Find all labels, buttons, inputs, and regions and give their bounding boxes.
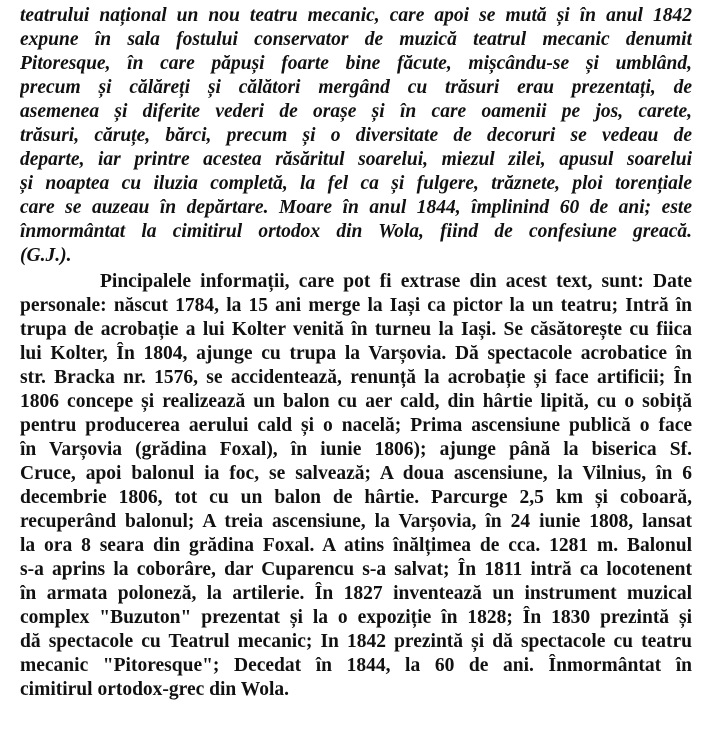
paragraph-line: recuperând balonul; A treia ascensiune, la Varșovia, în 24 iunie 1808, lansat (20, 511, 692, 532)
quote-line: Pitoresque, în care păpuși foarte bine făcute, mișcându-se și umblând, (20, 53, 692, 74)
quote-line: expune în sala fostului conservator de muzică teatrul mecanic denumit (20, 29, 692, 50)
paragraph-last-line: cimitirul ortodox-grec din Wola. (20, 679, 290, 700)
quote-line: teatrului național un nou teatru mecanic, care apoi se mută și în anul 1842 (20, 5, 692, 26)
quote-citation: (G.J.). (20, 245, 72, 266)
quote-line: departe, iar printre acestea răsăritul soarelui, miezul zilei, apusul soarelui (20, 149, 692, 170)
paragraph-line: lui Kolter, În 1804, ajunge cu trupa la Varșovia. Dă spectacole acrobatice în (20, 343, 692, 364)
quote-line: asemenea și diferite vederi de orașe și în care oamenii pe jos, carete, (20, 101, 692, 122)
paragraph-line: mecanic "Pitoresque"; Decedat în 1844, la 60 de ani. Înmormântat în (20, 655, 692, 676)
paragraph-line: în armata poloneză, la artilerie. În 1827 inventează un instrument muzical (20, 583, 692, 604)
paragraph-line: str. Bracka nr. 1576, se accidentează, renunță la acrobație și face artificii; În (20, 367, 692, 388)
quote-line: înmormântat la cimitirul ortodox din Wola, fiind de confesiune greacă. (20, 221, 692, 242)
paragraph-line: 1806 concepe și realizează un balon cu aer cald, din hârtie lipită, cu o sobiță (20, 391, 692, 412)
paragraph-first-line: Pincipalele informații, care pot fi extrase din acest text, sunt: Date (100, 271, 692, 292)
paragraph-line: s-a aprins la coborâre, dar Cuparencu s-a salvat; În 1811 intră ca locotenent (20, 559, 692, 580)
paragraph-line: la ora 8 seara din grădina Foxal. A atins înălțimea de cca. 1281 m. Balonul (20, 535, 692, 556)
paragraph-line: personale: născut 1784, la 15 ani merge la Iași ca pictor la un teatru; Intră în (20, 295, 692, 316)
paragraph-line: dă spectacole cu Teatrul mecanic; In 1842 prezintă și dă spectacole cu teatru (20, 631, 692, 652)
quote-line: care se auzeau în depărtare. Moare în anul 1844, împlinind 60 de ani; este (20, 197, 692, 218)
quote-line: trăsuri, căruțe, bărci, precum și o diversitate de decoruri se vedeau de (20, 125, 692, 146)
quote-line: și noaptea cu iluzia completă, la fel ca și fulgere, trăznete, ploi torențiale (20, 173, 692, 194)
paragraph-line: Cruce, apoi balonul ia foc, se salvează; A doua ascensiune, la Vilnius, în 6 (20, 463, 692, 484)
paragraph-line: decembrie 1806, tot cu un balon de hârtie. Parcurge 2,5 km și coboară, (20, 487, 692, 508)
paragraph-line: în Varșovia (grădina Foxal), în iunie 1806); ajunge până la biserica Sf. (20, 439, 692, 460)
paragraph-line: pentru producerea aerului cald și o nacelă; Prima ascensiune publică o face (20, 415, 692, 436)
paragraph-line: trupa de acrobație a lui Kolter venită în turneu la Iași. Se căsătorește cu fiica (20, 319, 692, 340)
paragraph-line: complex "Buzuton" prezentat și la o expoziție în 1828; În 1830 prezintă și (20, 607, 692, 628)
quote-line: precum și călăreți și călători mergând cu trăsuri erau prezentați, de (20, 77, 692, 98)
